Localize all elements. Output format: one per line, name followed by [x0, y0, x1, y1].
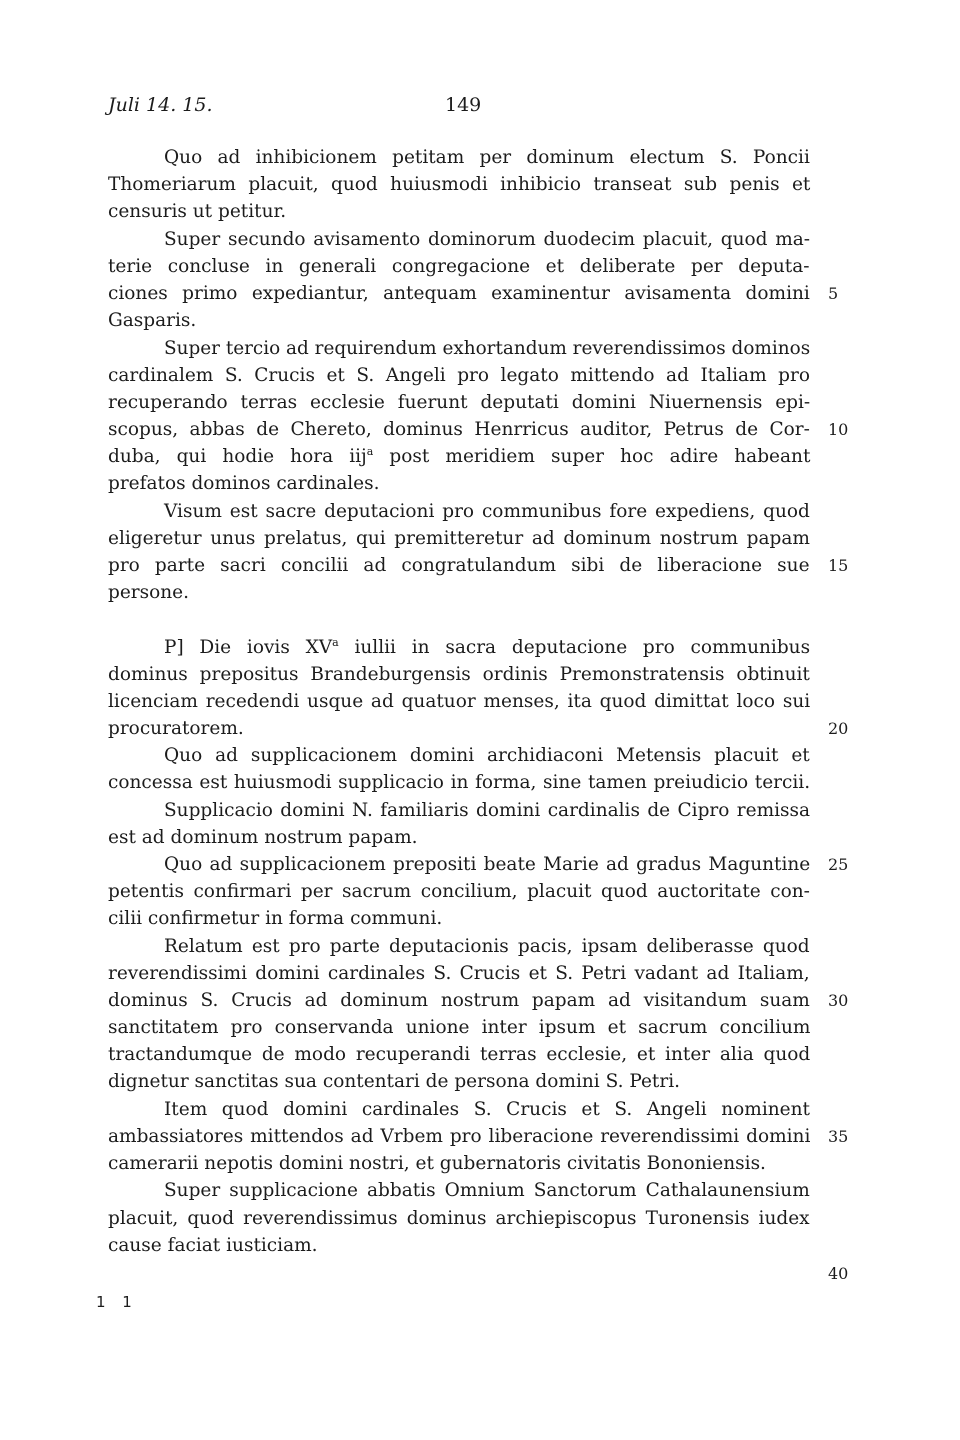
text-line: placuit, quod reverendissimus dominus archiepiscopus Turonensis iudex	[108, 1208, 810, 1229]
text-line: censuris ut petitur.	[108, 201, 287, 222]
running-head-date: Juli 14. 15.	[108, 94, 213, 116]
line-number: 35	[828, 1127, 849, 1146]
text-line: terie concluse in generali congregacione et deliberate per deputa-	[108, 256, 810, 277]
text-line: ambassiatores mittendos ad Vrbem pro liberacione reverendissimi domini	[108, 1126, 811, 1147]
text-line: Quo ad supplicacionem prepositi beate Marie ad gradus Maguntine	[164, 854, 811, 875]
text-line: prefatos dominos cardinales.	[108, 473, 380, 494]
line-number: 5	[828, 284, 839, 303]
line-number: 15	[828, 556, 849, 575]
superscript: a	[366, 445, 374, 458]
text-line: Item quod domini cardinales S. Crucis et S. Angeli nominent	[164, 1099, 810, 1120]
text-line: recuperando terras ecclesie fuerunt deputati domini Niuernensis epi-	[108, 392, 811, 413]
text-line: Super tercio ad requirendum exhortandum reverendissimos dominos	[164, 338, 811, 359]
page-number: 149	[445, 94, 482, 116]
superscript: a	[332, 636, 339, 649]
text-line: Thomeriarum placuit, quod huiusmodi inhibicio transeat sub penis et	[108, 174, 811, 195]
text-line: Quo ad supplicacionem domini archidiaconi Metensis placuit et	[164, 745, 810, 766]
text-line: ciones primo expediantur, antequam examinentur avisamenta domini	[108, 283, 810, 304]
text-line: Super secundo avisamento dominorum duodecim placuit, quod ma-	[164, 229, 811, 250]
text-line: Quo ad inhibicionem petitam per dominum electum S. Poncii	[164, 147, 810, 168]
line-number: 20	[828, 719, 849, 738]
text-line: concessa est huiusmodi supplicacio in forma, sine tamen preiudicio tercii.	[108, 772, 811, 793]
text-line: duba, qui hodie hora iij$^a$ post meridiem super hoc adire habeant	[108, 445, 811, 467]
line-number: 30	[828, 991, 849, 1010]
text-line: pro parte sacri concilii ad congratulandum sibi de liberacione sue	[108, 555, 810, 576]
text-line: Supplicacio domini N. familiaris domini cardinalis de Cipro remissa	[164, 800, 811, 821]
text-line: procuratorem.	[108, 718, 244, 739]
text-line: persone.	[108, 582, 190, 603]
signature-mark: 1 1	[96, 1293, 138, 1311]
text-line: cilii confirmetur in forma communi.	[108, 908, 443, 929]
text-line: camerarii nepotis domini nostri, et gubernatoris civitatis Bononiensis.	[108, 1153, 766, 1174]
text-line: Gasparis.	[108, 310, 197, 331]
line-number: 40	[828, 1264, 849, 1283]
text-line: dignetur sanctitas sua contentari de persona domini S. Petri.	[108, 1071, 680, 1092]
text-line: scopus, abbas de Chereto, dominus Henrricus auditor, Petrus de Cor-	[108, 419, 810, 440]
text-line: cause faciat iusticiam.	[108, 1235, 318, 1256]
text-line: est ad dominum nostrum papam.	[108, 827, 418, 848]
text-line: dominus prepositus Brandeburgensis ordinis Premonstratensis obtinuit	[108, 664, 810, 685]
text-line: Super supplicacione abbatis Omnium Sanctorum Cathalaunensium	[164, 1180, 810, 1201]
line-number: 10	[828, 420, 849, 439]
text-line: eligeretur unus prelatus, qui premitteretur ad dominum nostrum papam	[108, 528, 810, 549]
text-line: Visum est sacre deputacioni pro communibus fore expediens, quod	[164, 501, 810, 522]
text-line: sanctitatem pro conservanda unione inter ipsum et sacrum concilium	[108, 1017, 811, 1038]
line-number: 25	[828, 855, 849, 874]
text-line: reverendissimi domini cardinales S. Crucis et S. Petri vadant ad Italiam,	[108, 963, 810, 984]
text-line: tractandumque de modo recuperandi terras ecclesie, et inter alia quod	[108, 1044, 811, 1065]
text-line: Relatum est pro parte deputacionis pacis, ipsam deliberasse quod	[164, 936, 810, 957]
text-line: cardinalem S. Crucis et S. Angeli pro legato mittendo ad Italiam pro	[108, 365, 810, 386]
text-line: petentis confirmari per sacrum concilium, placuit quod auctoritate con-	[108, 881, 810, 902]
text-line: dominus S. Crucis ad dominum nostrum papam ad visitandum suam	[108, 990, 810, 1011]
running-header	[0, 94, 960, 124]
text-line: licenciam recedendi usque ad quatuor menses, ita quod dimittat loco sui	[108, 691, 811, 712]
text-line: P] Die iovis $XV^a$ iullii in sacra deputacione pro communibus	[164, 636, 811, 658]
